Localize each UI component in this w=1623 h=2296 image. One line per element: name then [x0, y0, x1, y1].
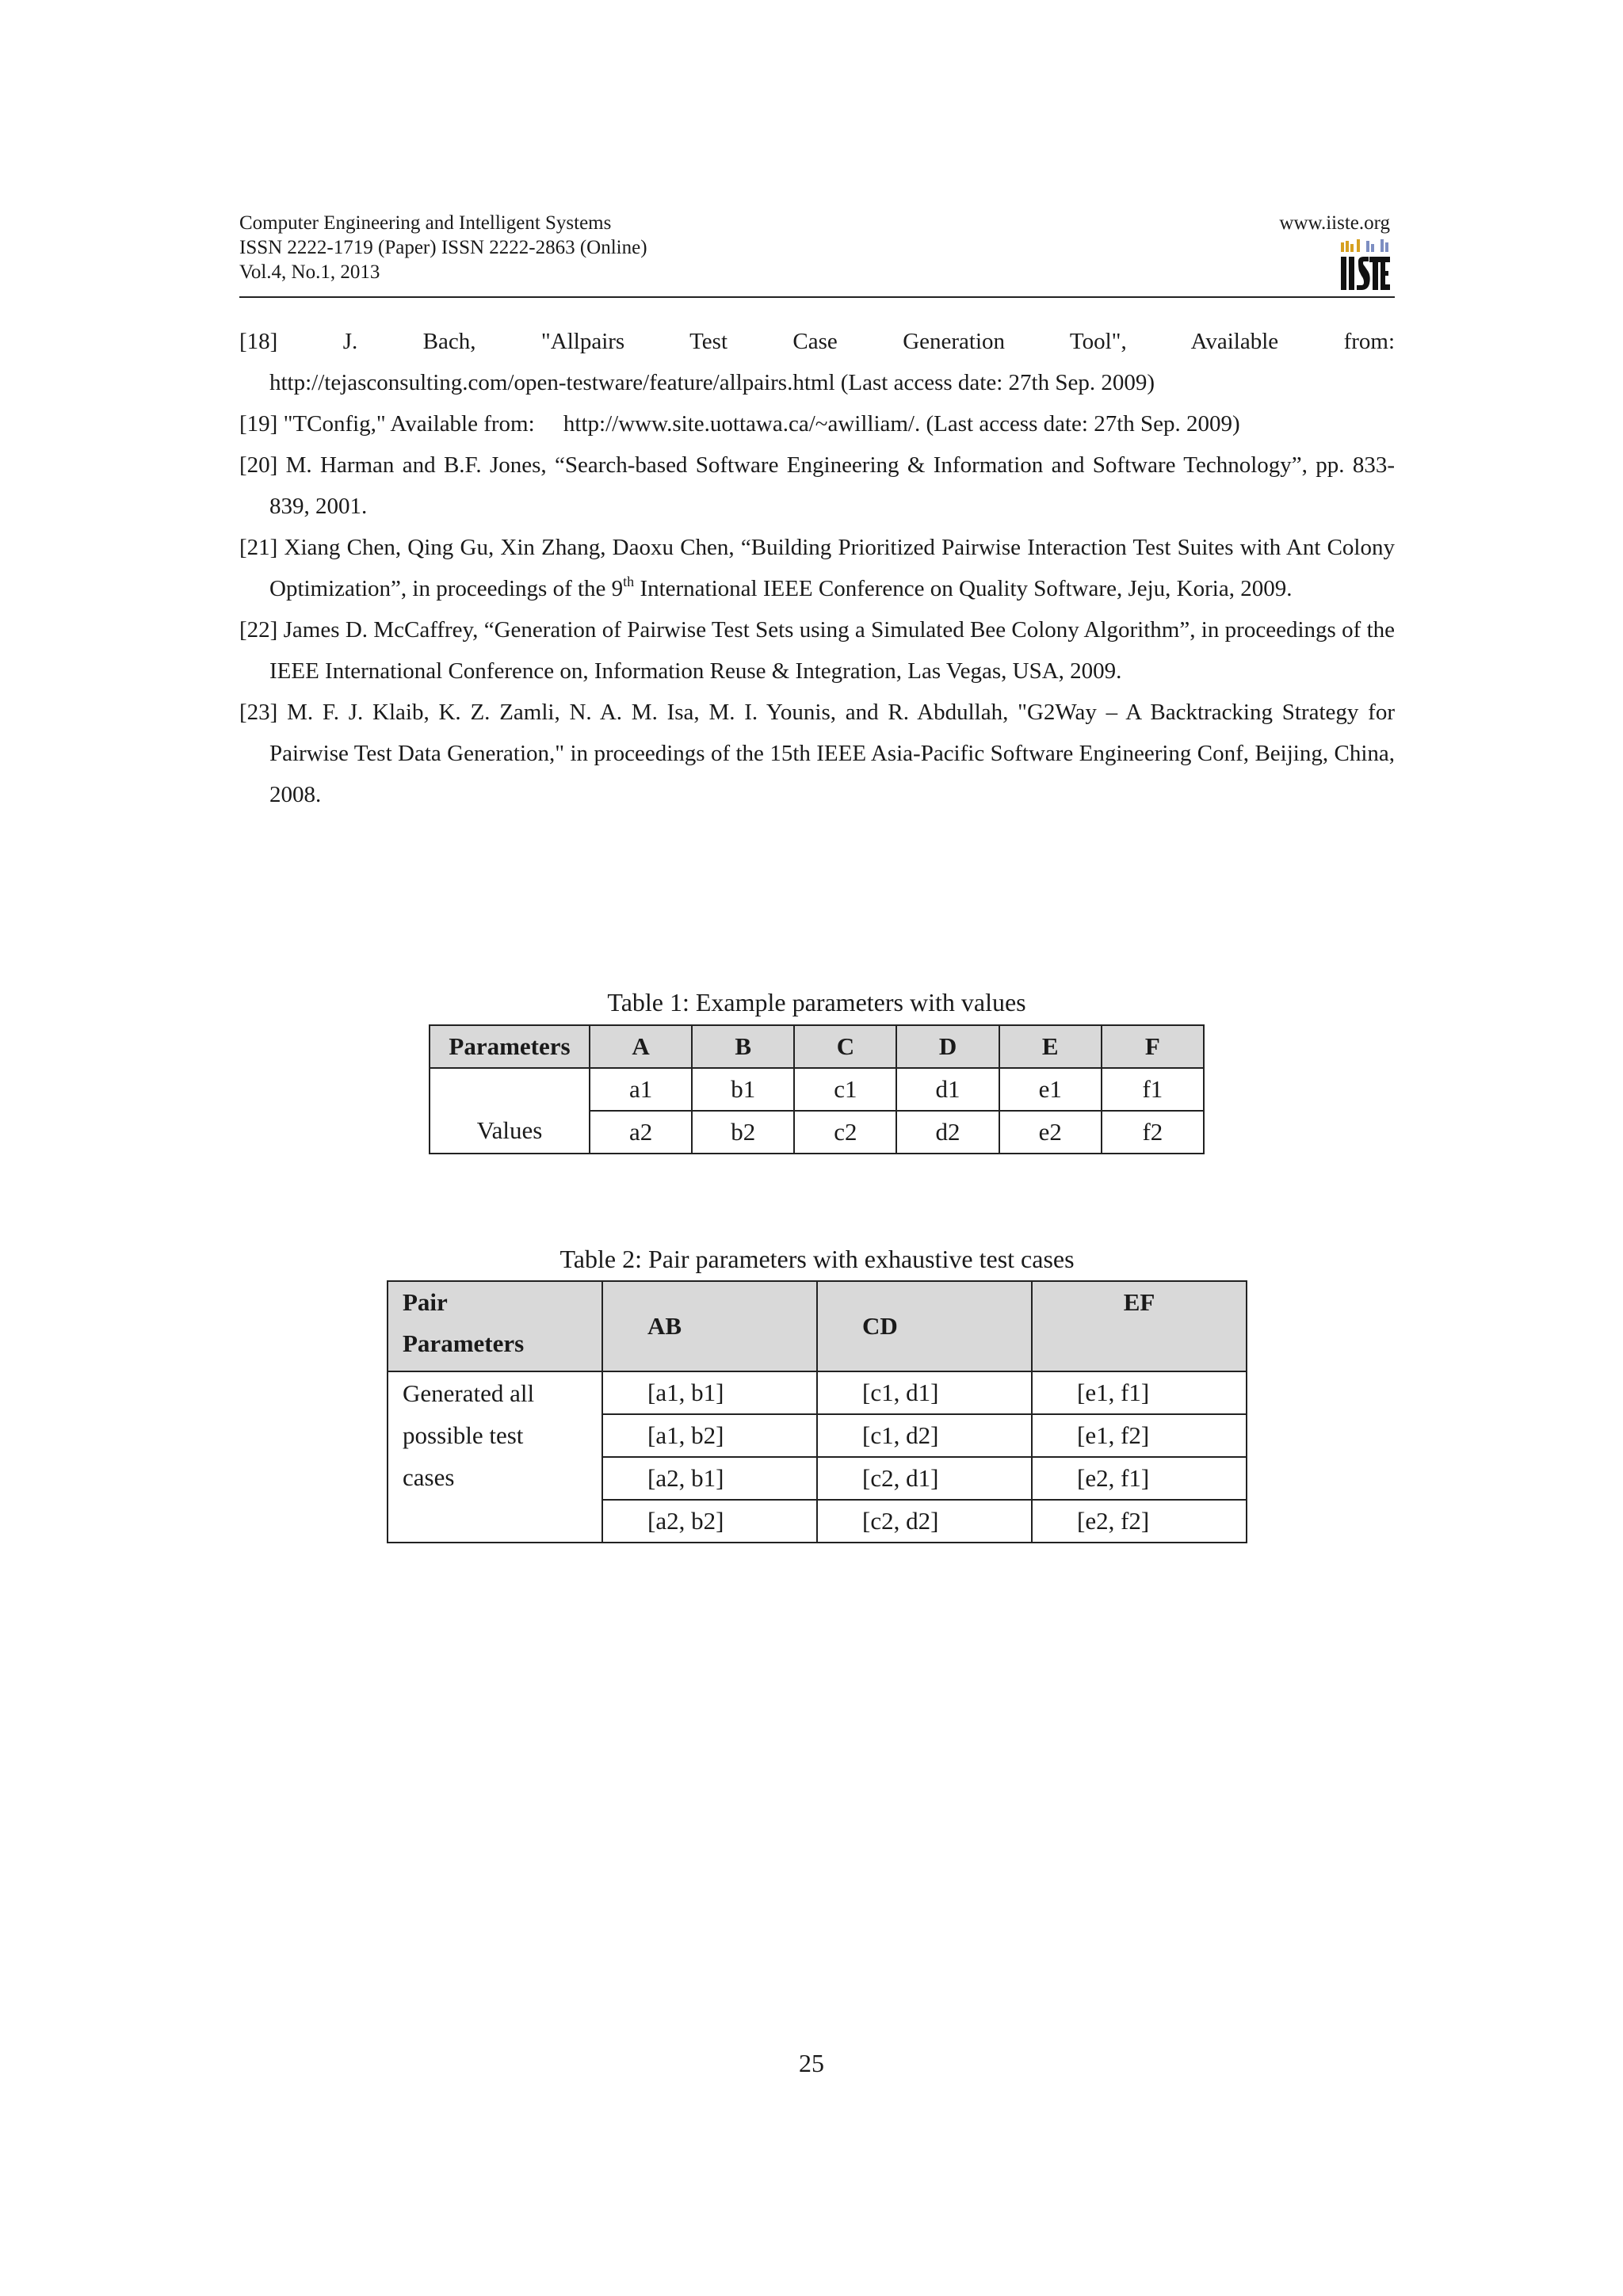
journal-title: Computer Engineering and Intelligent Systems	[239, 212, 612, 234]
reference-19: [19] "TConfig," Available from: http://www.site.uottawa.ca/~awilliam/. (Last access date: 27th Sep. 2009)	[239, 411, 1240, 437]
table-cell: [a1, b2]	[602, 1414, 817, 1457]
table-row	[388, 1371, 1247, 1414]
table1-header-label: Parameters	[430, 1025, 590, 1068]
table-cell: b1	[692, 1068, 794, 1111]
table2-header-label-line2: Parameters	[403, 1329, 525, 1357]
table-cell: [a2, b2]	[602, 1500, 817, 1543]
table1-col-a: A	[590, 1025, 692, 1068]
reference-20: [20] M. Harman and B.F. Jones, “Search-based Software Engineering & Information and Software Technology”, pp. 833-839, 2001.	[239, 452, 1395, 519]
table-cell: d1	[896, 1068, 999, 1111]
table2-header-label	[388, 1281, 602, 1371]
table-cell: [c2, d2]	[817, 1500, 1032, 1543]
reference-21-post: International IEEE Conference on Quality Software, Jeju, Koria, 2009.	[634, 576, 1293, 601]
table-cell: [e2, f1]	[1032, 1457, 1247, 1500]
table-cell: [e1, f2]	[1032, 1414, 1247, 1457]
table-row	[430, 1068, 1204, 1111]
reference-21-sup: th	[623, 574, 635, 589]
table-cell: e1	[999, 1068, 1102, 1111]
page-number: 25	[799, 2049, 824, 2077]
table-cell: a1	[590, 1068, 692, 1111]
table2-col-ef: EF	[1032, 1281, 1247, 1371]
table1	[429, 1024, 1205, 1154]
table2-caption: Table 2: Pair parameters with exhaustive test cases	[559, 1245, 1075, 1273]
table-cell: f1	[1102, 1068, 1204, 1111]
table2-header-label-line1: Pair	[403, 1288, 448, 1316]
table1-header-row	[430, 1025, 1204, 1068]
table2-header-row	[388, 1281, 1247, 1371]
table-cell: [e2, f2]	[1032, 1500, 1247, 1543]
table-cell: e2	[999, 1111, 1102, 1154]
table-cell: [a1, b1]	[602, 1371, 817, 1414]
table-cell: [e1, f1]	[1032, 1371, 1247, 1414]
table-cell: c1	[794, 1068, 896, 1111]
reference-18-rest: http://tejasconsulting.com/open-testware/feature/allpairs.html (Last access date: 27th Sep. 2009)	[269, 370, 1155, 395]
table1-col-c: C	[794, 1025, 896, 1068]
iiste-logo-icon	[1339, 238, 1392, 292]
journal-url: www.iiste.org	[1279, 212, 1390, 234]
table1-caption: Table 1: Example parameters with values	[607, 988, 1026, 1016]
table1-col-b: B	[692, 1025, 794, 1068]
reference-22: [22] James D. McCaffrey, “Generation of Pairwise Test Sets using a Simulated Bee Colony Algorithm”, in proceedings of the IEEE International Conference on, Information Reuse & Integration, Las Vegas, USA, 2009.	[239, 617, 1395, 684]
table-cell: a2	[590, 1111, 692, 1154]
table1-col-f: F	[1102, 1025, 1204, 1068]
table2-col-ab: AB	[602, 1281, 817, 1371]
table-cell: d2	[896, 1111, 999, 1154]
table1-col-e: E	[999, 1025, 1102, 1068]
table-cell: [c1, d2]	[817, 1414, 1032, 1457]
reference-21-pre: [21] Xiang Chen, Qing Gu, Xin Zhang, Daoxu Chen, “Building Prioritized Pairwise Interaction Test Suites with Ant Colony Optimization”, in proceedings of the 9	[239, 535, 1395, 601]
page-header	[239, 211, 1395, 298]
table2-row-label-line2: possible test	[403, 1421, 524, 1449]
table-cell: [c2, d1]	[817, 1457, 1032, 1500]
table-cell: [c1, d1]	[817, 1371, 1032, 1414]
issn-line: ISSN 2222-1719 (Paper) ISSN 2222-2863 (Online)	[239, 237, 647, 258]
table1-col-d: D	[896, 1025, 999, 1068]
table-cell: c2	[794, 1111, 896, 1154]
table-cell: f2	[1102, 1111, 1204, 1154]
reference-21	[239, 527, 1395, 609]
reference-23: [23] M. F. J. Klaib, K. Z. Zamli, N. A. M. Isa, M. I. Younis, and R. Abdullah, "G2Way – A Backtracking Strategy for Pairwise Test Data Generation," in proceedings of the 15th IEEE Asia-Pacific Software Engineering Conf, Beijing, China, 2008.	[239, 700, 1395, 807]
journal-info	[239, 211, 647, 284]
table2	[387, 1280, 1247, 1543]
table2-col-cd: CD	[817, 1281, 1032, 1371]
table1-row-label: Values	[430, 1068, 590, 1154]
table2-row-label-line3: cases	[403, 1463, 455, 1491]
volume-line: Vol.4, No.1, 2013	[239, 261, 380, 283]
table-cell: [a2, b1]	[602, 1457, 817, 1500]
table-cell: b2	[692, 1111, 794, 1154]
table2-row-label	[388, 1371, 602, 1543]
table2-row-label-line1: Generated all	[403, 1379, 535, 1407]
reference-18-lead: [18] J. Bach, "Allpairs Test Case Generation Tool", Available from:	[239, 329, 1395, 354]
reference-list	[239, 321, 1395, 815]
